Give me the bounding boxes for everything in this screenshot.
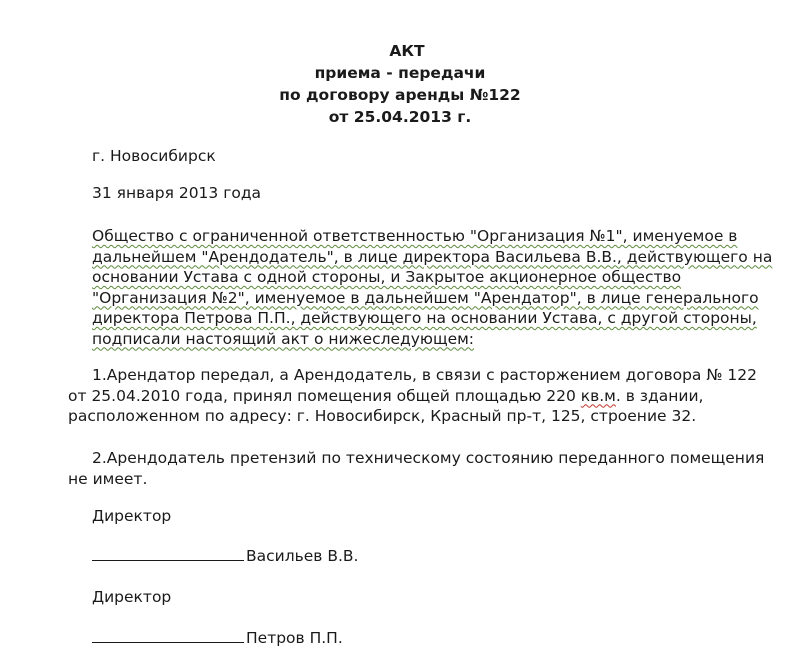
- preamble-line: основании Устава с одной стороны, и Закрытое акционерное общество: [92, 268, 682, 286]
- preamble-line: "Организация №2", именуемое в дальнейшем "Арендатор", в лице генерального: [92, 288, 759, 307]
- preamble-line: дальнейшем "Арендодатель", в лице директора Васильева В.В., действующего на: [92, 247, 773, 266]
- signature-blank: [92, 626, 244, 643]
- clause-1-line: расположенном по адресу: г. Новосибирск, Красный пр-т, 125, строение 32.: [68, 407, 697, 425]
- clause-2-line: не имеет.: [68, 469, 148, 488]
- clause-1-line: 1.Арендатор передал, а Арендодатель, в связи с расторжением договора № 122: [92, 366, 757, 384]
- clause-2: [68, 448, 765, 489]
- preamble-line: Общество с ограниченной ответственностью "Организация №1", именуемое в: [92, 227, 738, 245]
- signatory-name: Васильев В.В.: [246, 547, 359, 565]
- clause-2-line: 2.Арендодатель претензий по техническому состоянию переданного помещения: [92, 449, 765, 467]
- signature-line: [92, 544, 359, 566]
- title-act: АКТ: [389, 42, 425, 60]
- signature-role: Директор: [92, 588, 172, 606]
- clause-1: [68, 365, 758, 427]
- document-title: [0, 40, 800, 128]
- city: г. Новосибирск: [92, 147, 216, 165]
- preamble-line: подписали настоящий акт о нижеследующем:: [92, 329, 475, 348]
- signature-line: [92, 626, 343, 648]
- misspelled-word: кв.м: [580, 386, 616, 405]
- document-date: 31 января 2013 года: [92, 184, 262, 202]
- signature-role: Директор: [92, 507, 172, 525]
- title-subtitle: приема - передачи: [314, 64, 486, 82]
- title-date: от 25.04.2013 г.: [328, 108, 472, 126]
- clause-1-line: от 25.04.2010 года, принял помещения общей площадью 220 кв.м. в здании,: [68, 386, 704, 405]
- preamble-paragraph: [92, 226, 782, 349]
- preamble-line: директора Петрова П.П., действующего на основании Устава, с другой стороны,: [92, 309, 757, 327]
- title-contract: по договору аренды №122: [279, 86, 521, 104]
- signature-blank: [92, 544, 244, 561]
- signatory-name: Петров П.П.: [246, 629, 343, 647]
